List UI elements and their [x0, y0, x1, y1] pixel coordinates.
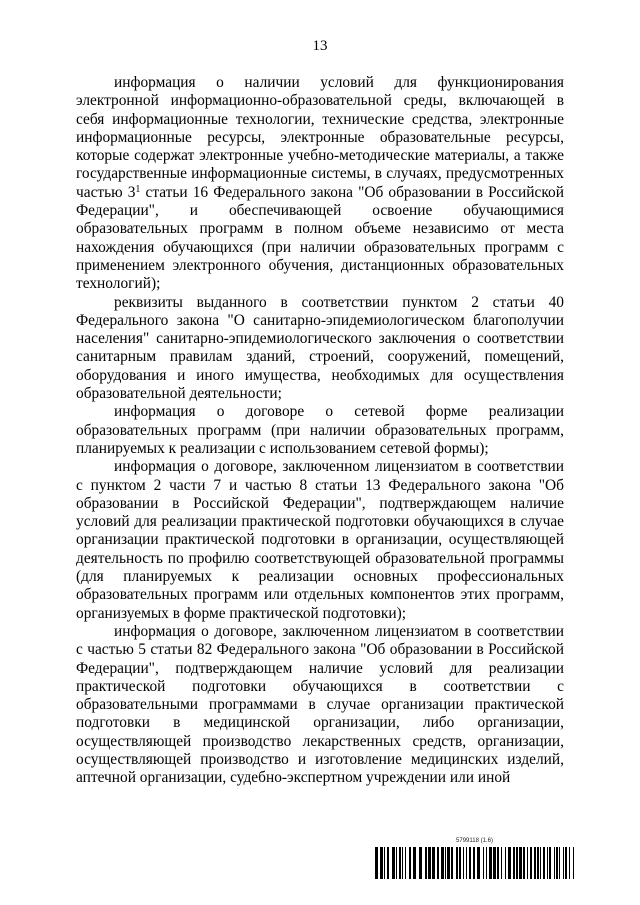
paragraph-practical-training: информация о договоре, заключенном лицензиатом в соответствии с пунктом 2 части 7 и частью 8 статьи 13 Федерального закона "Об образовании в Российской Федерации", подтверждающем наличие условий для реализации практической подготовки обучающихся в случае организации практической подготовки в организации, осуществляющей деятельность по профилю соответствующей образовательной программы (для планируемых к реализации основных профессиональных образовательных программ или отдельных компонентов этих программ, организуемых в форме практической подготовки);: [76, 458, 564, 622]
paragraph-eios-text-cont: статьи 16 Федерального закона "Об образовании в Российской Федерации", и обеспечивающей освоение обучающимися образовательных программ в полном объеме независимо от места нахождения обучающихся (при наличии образовательных программ с применением электронного обучения, дистанционных образовательных технологий);: [76, 183, 564, 293]
paragraph-sanitary: реквизиты выданного в соответствии пунктом 2 статьи 40 Федерального закона "О санитарно-эпидемиологическом благополучии населения" санитарно-эпидемиологического заключения о соответствии санитарным правилам зданий, строений, сооружений, помещений, оборудования и иного имущества, необходимых для осуществления образовательной деятельности;: [76, 293, 564, 403]
page-number: 13: [312, 38, 328, 54]
barcode-icon: [375, 847, 574, 879]
paragraph-medical-training: информация о договоре, заключенном лицензиатом в соответствии с частью 5 статьи 82 Федерального закона "Об образовании в Российской Федерации", подтверждающем наличие условий для реализации практической подготовки обучающихся в соответствии с образовательными программами в случае организации практической подготовки в медицинской организации, либо организации, осуществляющей производство лекарственных средств, организации, осуществляющей производство и изготовление медицинских изделий, аптечной организации, судебно-экспертном учреждении или иной: [76, 622, 564, 787]
paragraph-network-form: информация о договоре о сетевой форме реализации образовательных программ (при наличии образовательных программ, планируемых к реализации с использованием сетевой формы);: [76, 403, 564, 457]
barcode-code: 5799118 (1.6): [456, 838, 493, 844]
paragraph-eios-text: информация о наличии условий для функционирования электронной информационно-образовательной среды, включающей в себя информационные технологии, технические средства, электронные информационные ресурсы, электронные образовательные ресурсы, которые содержат электронные учебно-методические материалы, а также государственные информационные системы, в случаях, предусмотренных частью 3: [76, 74, 564, 201]
document-body: [76, 74, 564, 788]
superscript: 1: [135, 183, 141, 195]
barcode-block: [375, 838, 574, 879]
paragraph-eios: [76, 74, 564, 294]
